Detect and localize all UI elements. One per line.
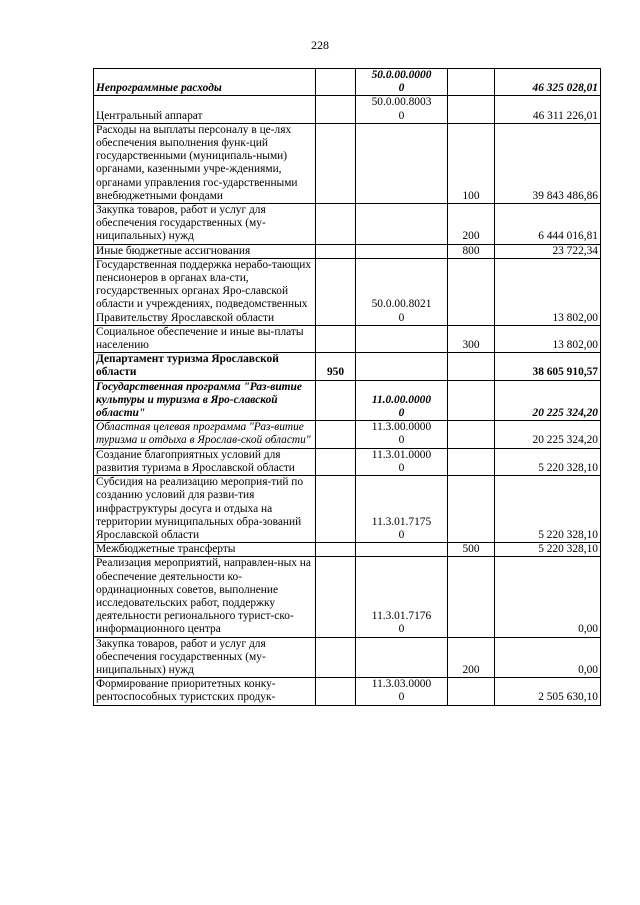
amount-cell: 13 802,00 <box>495 325 601 352</box>
target-article-cell <box>356 204 448 245</box>
target-article-cell <box>356 123 448 203</box>
target-article-code: 11.0.00.0000 <box>371 393 432 406</box>
target-article-code: 50.0.00.8003 <box>371 96 432 109</box>
department-code-cell <box>316 421 356 448</box>
target-article-cell <box>356 244 448 258</box>
table-row <box>94 258 601 325</box>
target-article-cell <box>356 678 448 705</box>
amount-cell: 13 802,00 <box>495 258 601 325</box>
amount-cell: 20 225 324,20 <box>495 421 601 448</box>
amount-cell: 5 220 328,10 <box>495 543 601 557</box>
item-name-cell: Закупка товаров, работ и услуг для обеспечения государственных (му-ниципальных) нужд <box>94 637 316 678</box>
table-row <box>94 421 601 448</box>
target-article-code-suffix: 0 <box>398 434 405 447</box>
item-name-cell: Расходы на выплаты персоналу в це-лях обеспечения выполнения функ-ций государственными (муниципаль-ными) органами, казенными учре-ждениями, органами управления гос-ударственными внебюджетными фондами <box>94 123 316 203</box>
target-article-code-suffix: 0 <box>398 528 405 541</box>
expense-type-cell: 300 <box>448 325 495 352</box>
expense-type-cell <box>448 678 495 705</box>
expense-type-cell <box>448 258 495 325</box>
table-row <box>94 325 601 352</box>
department-code-cell <box>316 96 356 123</box>
department-code-cell <box>316 476 356 543</box>
amount-cell: 2 505 630,10 <box>495 678 601 705</box>
item-name-cell: Департамент туризма Ярославской области <box>94 353 316 380</box>
item-name-cell: Субсидия на реализацию мероприя-тий по созданию условий для разви-тия инфраструктуры досуга и отдыха на территории муниципальных обра-зований Ярославской области <box>94 476 316 543</box>
item-name-cell: Государственная поддержка нерабо-тающих пенсионеров в органах вла-сти, государственных органах Яро-славской области и учреждениях, подведомственных Правительству Ярославской области <box>94 258 316 325</box>
target-article-code-suffix: 0 <box>398 82 405 95</box>
target-article-cell <box>356 353 448 380</box>
expense-type-cell: 200 <box>448 204 495 245</box>
target-article-code: 11.3.01.0000 <box>371 448 432 461</box>
expense-type-cell <box>448 69 495 96</box>
amount-cell: 5 220 328,10 <box>495 476 601 543</box>
item-name-cell: Государственная программа "Раз-витие культуры и туризма в Яро-славской области" <box>94 380 316 421</box>
target-article-cell <box>356 258 448 325</box>
target-article-code-suffix: 0 <box>398 311 405 324</box>
department-code-cell <box>316 204 356 245</box>
table-row <box>94 543 601 557</box>
target-article-cell <box>356 421 448 448</box>
table-row <box>94 678 601 705</box>
expense-type-cell <box>448 476 495 543</box>
item-name-cell: Межбюджетные трансферты <box>94 543 316 557</box>
item-name-cell: Социальное обеспечение и иные вы-платы населению <box>94 325 316 352</box>
amount-cell: 5 220 328,10 <box>495 448 601 475</box>
table-row <box>94 69 601 96</box>
expense-type-cell <box>448 96 495 123</box>
expense-type-cell <box>448 380 495 421</box>
expense-type-cell <box>448 448 495 475</box>
target-article-code: 50.0.00.8021 <box>371 298 432 311</box>
department-code-cell <box>316 123 356 203</box>
table-row <box>94 380 601 421</box>
target-article-code-suffix: 0 <box>398 407 405 420</box>
table-row <box>94 476 601 543</box>
target-article-cell <box>356 557 448 637</box>
department-code-cell <box>316 380 356 421</box>
table-row <box>94 244 601 258</box>
target-article-cell <box>356 476 448 543</box>
target-article-cell <box>356 380 448 421</box>
budget-table <box>93 68 601 706</box>
target-article-code: 11.3.01.7175 <box>371 515 432 528</box>
item-name-cell: Областная целевая программа "Раз-витие туризма и отдыха в Ярослав-ской области" <box>94 421 316 448</box>
amount-cell: 46 311 226,01 <box>495 96 601 123</box>
target-article-cell <box>356 96 448 123</box>
target-article-code: 11.3.00.0000 <box>371 421 432 434</box>
amount-cell: 23 722,34 <box>495 244 601 258</box>
table-row <box>94 96 601 123</box>
target-article-cell <box>356 637 448 678</box>
item-name-cell: Формирование приоритетных конку-рентоспособных туристских продук- <box>94 678 316 705</box>
department-code-cell: 950 <box>316 353 356 380</box>
amount-cell: 6 444 016,81 <box>495 204 601 245</box>
amount-cell: 38 605 910,57 <box>495 353 601 380</box>
expense-type-cell <box>448 353 495 380</box>
table-row <box>94 353 601 380</box>
target-article-code-suffix: 0 <box>398 623 405 636</box>
item-name-cell: Центральный аппарат <box>94 96 316 123</box>
department-code-cell <box>316 543 356 557</box>
table-row <box>94 123 601 203</box>
expense-type-cell: 200 <box>448 637 495 678</box>
amount-cell: 0,00 <box>495 557 601 637</box>
department-code-cell <box>316 325 356 352</box>
item-name-cell: Иные бюджетные ассигнования <box>94 244 316 258</box>
target-article-cell <box>356 69 448 96</box>
amount-cell: 39 843 486,86 <box>495 123 601 203</box>
expense-type-cell: 100 <box>448 123 495 203</box>
expense-type-cell <box>448 557 495 637</box>
target-article-code-suffix: 0 <box>398 691 405 704</box>
department-code-cell <box>316 69 356 96</box>
expense-type-cell <box>448 421 495 448</box>
department-code-cell <box>316 678 356 705</box>
amount-cell: 0,00 <box>495 637 601 678</box>
department-code-cell <box>316 637 356 678</box>
budget-table-body <box>94 69 601 706</box>
department-code-cell <box>316 258 356 325</box>
item-name-cell: Реализация мероприятий, направлен-ных на обеспечение деятельности ко-ординационных советов, выполнение исследовательских работ, поддержку деятельности регионального турист-ско-информационного центра <box>94 557 316 637</box>
item-name-cell: Непрограммные расходы <box>94 69 316 96</box>
target-article-cell <box>356 448 448 475</box>
department-code-cell <box>316 448 356 475</box>
table-row <box>94 557 601 637</box>
target-article-cell <box>356 325 448 352</box>
table-row <box>94 637 601 678</box>
target-article-code: 11.3.01.7176 <box>371 610 432 623</box>
department-code-cell <box>316 557 356 637</box>
target-article-cell <box>356 543 448 557</box>
page-number: 228 <box>311 38 329 52</box>
amount-cell: 46 325 028,01 <box>495 69 601 96</box>
target-article-code-suffix: 0 <box>398 461 405 474</box>
table-row <box>94 204 601 245</box>
target-article-code: 50.0.00.0000 <box>371 69 432 81</box>
item-name-cell: Закупка товаров, работ и услуг для обеспечения государственных (му-ниципальных) нужд <box>94 204 316 245</box>
target-article-code-suffix: 0 <box>398 109 405 122</box>
table-row <box>94 448 601 475</box>
amount-cell: 20 225 324,20 <box>495 380 601 421</box>
item-name-cell: Создание благоприятных условий для развития туризма в Ярославской области <box>94 448 316 475</box>
expense-type-cell: 500 <box>448 543 495 557</box>
expense-type-cell: 800 <box>448 244 495 258</box>
department-code-cell <box>316 244 356 258</box>
target-article-code: 11.3.03.0000 <box>371 678 432 691</box>
